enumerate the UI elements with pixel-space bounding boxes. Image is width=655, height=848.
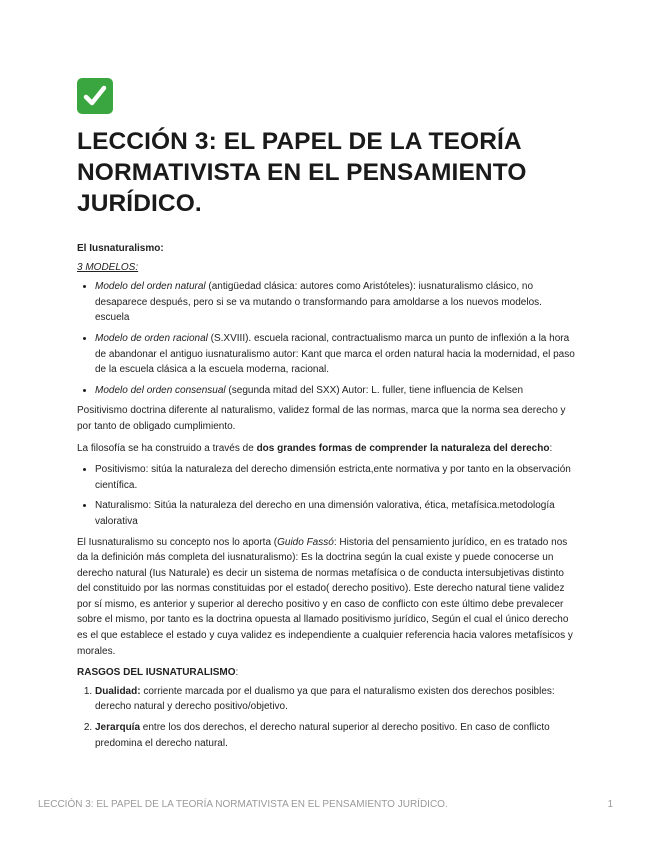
list-item: • Naturalismo: Sitúa la naturaleza del derecho en una dimensión valorativa, ética, metafísica.metodología valorativa xyxy=(95,498,579,529)
concepto-paragraph xyxy=(77,535,579,660)
rasgo-text: corriente marcada por el dualismo ya que para el naturalismo existen dos derechos posibles: derecho natural y derecho positivo/objetivo. xyxy=(95,685,555,713)
page-number: 1 xyxy=(607,799,613,810)
check-mark-icon xyxy=(77,78,113,114)
list-item: • Positivismo: sitúa la naturaleza del derecho dimensión estricta,ente normativa y por tanto en la observación científica. xyxy=(95,462,579,493)
filosofia-end: : xyxy=(549,442,553,454)
modelo-text: (antigüedad clásica: autores como Aristóteles): iusnaturalismo clásico, no desaparece después, pero si se va mutando o transformando para amoldarse a los nuevos modelos. escuela xyxy=(95,281,542,324)
modelo-name: Modelo de orden racional xyxy=(95,332,208,344)
document-body xyxy=(77,241,579,751)
page-footer xyxy=(38,799,617,810)
rasgos-heading-colon: : xyxy=(235,667,239,679)
rasgo-text: entre los dos derechos, el derecho natural superior al derecho positivo. En caso de conflicto predomina el derecho natural. xyxy=(95,722,550,749)
rasgos-list xyxy=(77,684,579,751)
modelo-name: Modelo del orden consensual xyxy=(95,384,226,396)
rasgos-heading xyxy=(77,665,579,681)
list-item xyxy=(95,684,579,715)
modelo-text: (S.XVIII). escuela racional, contractualismo marca un punto de inflexión a la hora de abandonar el antiguo iusnaturalismo autor: Kant que marca el orden natural hacia la modernidad, el paso de la escuela clásica a la escuela moderna, racional. xyxy=(95,332,575,376)
rasgos-heading-text: RASGOS DEL IUSNATURALISMO xyxy=(77,667,236,679)
modelos-heading: 3 MODELOS: xyxy=(77,261,139,273)
modelo-name: Modelo del orden natural xyxy=(95,281,206,293)
footer-title: LECCIÓN 3: EL PAPEL DE LA TEORÍA NORMATIVISTA EN EL PENSAMIENTO JURÍDICO. xyxy=(38,799,448,810)
filosofia-intro: La filosofía se ha construido a través de xyxy=(77,442,257,454)
concepto-author: Guido Fassó xyxy=(277,536,334,548)
concepto-text-2: : Historia del pensamiento jurídico, en es tratado nos da la definición más completa del iusnaturalismo): Es la doctrina según la cual existe y puede conocerse un derecho natural (Ius Naturale) es decir un sistema de normas metafísica o de conducta intersubjetivas distinto del constituido por las normas constituidas por el estado( derecho positivo). Este derecho natural tiene validez por sí mismo, es anterior y superior al derecho positivo y en caso de conflicto con este último debe prevalecer sobre el mismo, por tanto es la doctrina opuesta al llamado positivismo jurídico, Según el cual el único derecho es el que establece el estado y cuya validez es independiente a cualquier referencia hacia valores metafísicos y morales. xyxy=(77,536,573,657)
page-title: LECCIÓN 3: EL PAPEL DE LA TEORÍA NORMATIVISTA EN EL PENSAMIENTO JURÍDICO. xyxy=(77,128,527,217)
formas-list xyxy=(77,462,579,529)
positivismo-paragraph: Positivismo doctrina diferente al naturalismo, validez formal de las normas, marca que la norma sea derecho y por tanto de obligado cumplimiento. xyxy=(77,405,566,432)
list-item xyxy=(95,383,579,399)
concepto-text-1: El Iusnaturalismo su concepto nos lo aporta ( xyxy=(77,536,278,548)
list-item xyxy=(95,279,579,326)
list-item xyxy=(95,331,579,378)
filosofia-paragraph xyxy=(77,441,579,457)
rasgo-term: Jerarquía xyxy=(95,722,141,734)
filosofia-bold: dos grandes formas de comprender la naturaleza del derecho xyxy=(256,442,550,454)
modelos-list xyxy=(77,279,579,398)
list-item xyxy=(95,720,579,751)
modelo-text: (segunda mitad del SXX) Autor: L. fuller, tiene influencia de Kelsen xyxy=(225,384,524,396)
document-page xyxy=(77,78,579,756)
iusnaturalismo-heading: El Iusnaturalismo: xyxy=(77,243,164,254)
rasgo-term: Dualidad: xyxy=(95,685,141,697)
